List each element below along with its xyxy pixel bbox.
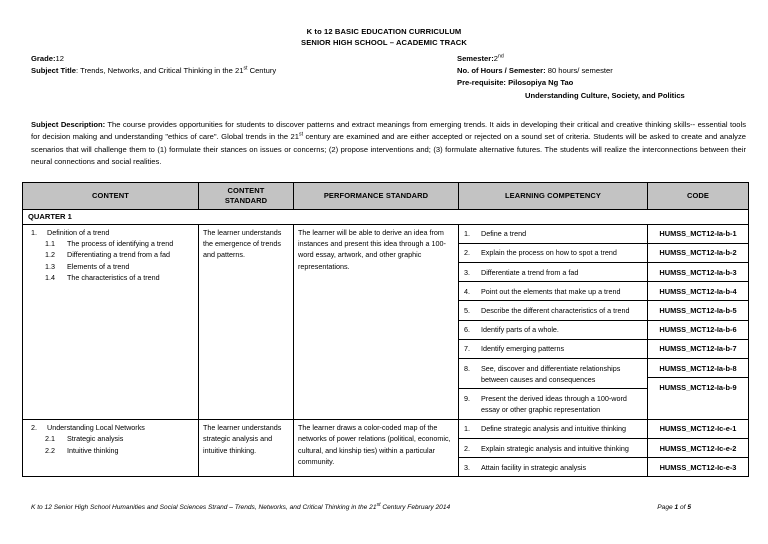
meta-right-column: [457, 53, 757, 102]
code-item: [648, 378, 748, 397]
competency-text: Differentiate a trend from a fad: [481, 267, 579, 277]
outline-item: [27, 422, 194, 433]
code-value: HUMSS_MCT12-Ic-e-2: [659, 443, 737, 453]
competency-item: [459, 359, 647, 389]
competency-text: See, discover and differentiate relationships between causes and consequences: [481, 363, 621, 384]
code-value: HUMSS_MCT12-Ic-e-3: [659, 462, 737, 472]
code-value: HUMSS_MCT12-Ia-b-5: [659, 305, 737, 315]
competency-list: [459, 420, 647, 477]
table-header: [23, 182, 749, 209]
page-total: 5: [687, 504, 691, 511]
hours-value: 80 hours/ semester: [545, 66, 613, 76]
quarter-row: [23, 209, 749, 224]
competency-number: 1.: [464, 229, 470, 239]
semester-row: [457, 53, 757, 65]
outline-number: 1.: [31, 227, 37, 237]
outline-subnumber: 2.2: [45, 445, 55, 455]
footer-text-2: Century February 2014: [380, 504, 451, 511]
code-list: [648, 225, 748, 397]
competency-number: 3.: [464, 462, 470, 472]
code-value: HUMSS_MCT12-Ia-b-4: [659, 286, 737, 296]
subject-description: [31, 119, 746, 169]
competency-number: 1.: [464, 424, 470, 434]
prerequisite-label: Pre-requisite:: [457, 78, 506, 88]
code-value: HUMSS_MCT12-Ia-b-2: [659, 248, 737, 258]
masthead-line-1: K to 12 BASIC EDUCATION CURRICULUM: [306, 27, 462, 36]
outline-subtext: Elements of a trend: [67, 261, 130, 271]
code-value: HUMSS_MCT12-Ia-b-6: [659, 325, 737, 335]
competency-item: [459, 263, 647, 282]
competency-text: Identify emerging patterns: [481, 344, 565, 354]
code-item: [648, 263, 748, 282]
outline-subnumber: 1.4: [45, 273, 55, 283]
subject-description-text-1: The course provides opportunities for students to discover patterns and extract meanings from emerging trends. It aids in developing their critical and creative thinking skills-- essential tools for decision making and understanding "ethics of care". Global trends in the 21: [31, 120, 746, 142]
code-item: [648, 439, 748, 458]
page-current: 1: [674, 504, 679, 511]
column-header-content-standard-line2: STANDARD: [224, 195, 268, 205]
competency-item: [459, 420, 647, 439]
prerequisite-row: [457, 77, 757, 89]
competency-number: 3.: [464, 267, 470, 277]
outline-subnumber: 2.1: [45, 434, 55, 444]
code-value: HUMSS_MCT12-Ia-b-3: [659, 267, 737, 277]
code-value: HUMSS_MCT12-Ia-b-7: [659, 344, 737, 354]
outline-subitem: [27, 445, 194, 456]
outline-subnumber: 1.2: [45, 250, 55, 260]
semester-value: 2: [493, 54, 498, 63]
table-header-row: [23, 182, 749, 209]
competency-number: 7.: [464, 344, 470, 354]
footer-text: [31, 503, 450, 513]
code-value: HUMSS_MCT12-Ia-b-1: [659, 229, 737, 239]
code-item: [648, 359, 748, 378]
competency-number: 8.: [464, 363, 470, 373]
subject-title-ordinal: st: [243, 65, 248, 72]
footer-page-number: [657, 503, 746, 513]
column-header-content-standard-line1: CONTENT: [227, 185, 265, 195]
content-outline: [27, 227, 194, 284]
subject-title-row: [31, 65, 451, 77]
code-cell-group: [648, 224, 749, 419]
outline-subtext: The process of identifying a trend: [67, 239, 174, 249]
table-row: [23, 419, 749, 477]
outline-subnumber: 1.1: [45, 239, 55, 249]
subject-description-label: Subject Description:: [31, 120, 106, 129]
page-prefix: Page: [657, 504, 675, 511]
grade-row: [31, 53, 451, 65]
code-value: HUMSS_MCT12-Ia-b-8: [659, 363, 737, 373]
hours-row: [457, 65, 757, 77]
competency-number: 6.: [464, 325, 470, 335]
semester-ordinal: nd: [497, 53, 504, 60]
competency-text: Attain facility in strategic analysis: [481, 462, 587, 472]
column-header-performance-standard: PERFORMANCE STANDARD: [294, 182, 459, 209]
performance-standard-cell: The learner draws a color-coded map of the networks of power relations (political, economic, cultural, and kinship ties) within a particular community.: [294, 419, 459, 477]
learning-competency-cell: [459, 224, 648, 419]
content-cell: [23, 419, 199, 477]
content-standard-cell: The learner understands the emergence of trends and patterns.: [199, 224, 294, 419]
competency-item: [459, 243, 647, 262]
outline-item: [27, 227, 194, 238]
competency-list: [459, 225, 647, 419]
prerequisite-value: Pilosopiya Ng Tao: [505, 78, 574, 88]
code-item: [648, 243, 748, 262]
column-header-content-standard: [199, 182, 294, 209]
grade-value: 12: [55, 54, 64, 63]
outline-subtext: Strategic analysis: [67, 434, 124, 444]
table-body: [23, 209, 749, 477]
competency-number: 2.: [464, 443, 470, 453]
competency-item: [459, 301, 647, 320]
meta-block: [0, 53, 768, 103]
code-item: [648, 320, 748, 339]
outline-subitem: [27, 433, 194, 444]
competency-item: [459, 282, 647, 301]
subject-description-text-2: century are examined and are either accepted or rejected on a sound set of criteria. Students will be asked to create and analyze scenarios that will challenge them to (1) formulate their stances on issues or concerns; (2) propose interventions and; (3) formulate alternative futures. The students will realize the interconnections between their neural connections and social realities.: [31, 132, 746, 167]
column-header-content: CONTENT: [23, 182, 199, 209]
code-value: HUMSS_MCT12-Ia-b-9: [659, 382, 737, 392]
competency-text: Identify parts of a whole.: [481, 325, 559, 335]
competency-number: 2.: [464, 248, 470, 258]
footer-text-1: K to 12 Senior High School Humanities and Social Sciences Strand – Trends, Networks, and Critical Thinking in the 21: [31, 504, 377, 511]
outline-text: Definition of a trend: [47, 227, 110, 237]
outline-text: Understanding Local Networks: [47, 422, 145, 432]
column-header-learning-competency: LEARNING COMPETENCY: [459, 182, 648, 209]
competency-item: [459, 458, 647, 477]
outline-subtext: The characteristics of a trend: [67, 273, 160, 283]
competency-item: [459, 339, 647, 358]
code-value: HUMSS_MCT12-Ic-e-1: [659, 424, 737, 434]
competency-item: [459, 320, 647, 339]
page-footer: [0, 503, 768, 513]
content-standard-cell: The learner understands strategic analysis and intuitive thinking.: [199, 419, 294, 477]
column-header-code: CODE: [648, 182, 749, 209]
competency-item: [459, 389, 647, 419]
competency-text: Define strategic analysis and intuitive thinking: [481, 424, 627, 434]
competency-number: 9.: [464, 393, 470, 403]
code-item: [648, 420, 748, 439]
semester-label: Semester:: [457, 54, 494, 63]
meta-left-column: [31, 53, 451, 77]
competency-text: Define a trend: [481, 229, 527, 239]
page-mid: of: [678, 504, 688, 511]
competency-item: [459, 439, 647, 458]
competency-text: Explain the process on how to spot a trend: [481, 248, 617, 258]
outline-subitem: [27, 249, 194, 260]
code-list: [648, 420, 748, 477]
competency-text: Present the derived ideas through a 100-word essay or other graphic representation: [481, 393, 627, 415]
code-cell-group: [648, 419, 749, 477]
content-outline: [27, 422, 194, 456]
prerequisite-row-2: Understanding Culture, Society, and Politics: [525, 90, 685, 100]
outline-subtext: Differentiating a trend from a fad: [67, 250, 170, 260]
subject-title-value: : Trends, Networks, and Critical Thinking in the 21: [76, 66, 244, 76]
subject-title-tail: Century: [247, 66, 277, 76]
competency-text: Point out the elements that make up a trend: [481, 286, 621, 296]
subject-description-ordinal: st: [299, 131, 304, 138]
code-item: [648, 301, 748, 320]
outline-number: 2.: [31, 422, 37, 432]
grade-label: Grade:: [31, 54, 56, 63]
code-item: [648, 225, 748, 244]
competency-number: 5.: [464, 305, 470, 315]
quarter-label: QUARTER 1: [23, 209, 749, 224]
performance-standard-cell: The learner will be able to derive an idea from instances and present this idea through a 100-word essay, artwork, and other graphic representations.: [294, 224, 459, 419]
outline-subitem: [27, 272, 194, 283]
code-item: [648, 458, 748, 477]
code-item: [648, 339, 748, 358]
competency-text: Explain strategic analysis and intuitive thinking: [481, 443, 629, 453]
masthead-line-2: SENIOR HIGH SCHOOL – ACADEMIC TRACK: [301, 38, 467, 47]
outline-subitem: [27, 261, 194, 272]
masthead: [0, 0, 768, 48]
table-row: [23, 224, 749, 419]
learning-competency-cell: [459, 419, 648, 477]
code-item: [648, 282, 748, 301]
outline-subnumber: 1.3: [45, 261, 55, 271]
subject-title-label: Subject Title: [31, 66, 77, 76]
competency-number: 4.: [464, 286, 470, 296]
competency-item: [459, 225, 647, 244]
hours-label: No. of Hours / Semester:: [457, 66, 546, 76]
competency-text: Describe the different characteristics of a trend: [481, 305, 630, 315]
curriculum-table: [22, 182, 749, 478]
content-cell: [23, 224, 199, 419]
footer-ordinal: st: [376, 501, 381, 508]
outline-subitem: [27, 238, 194, 249]
outline-subtext: Intuitive thinking: [67, 445, 119, 455]
